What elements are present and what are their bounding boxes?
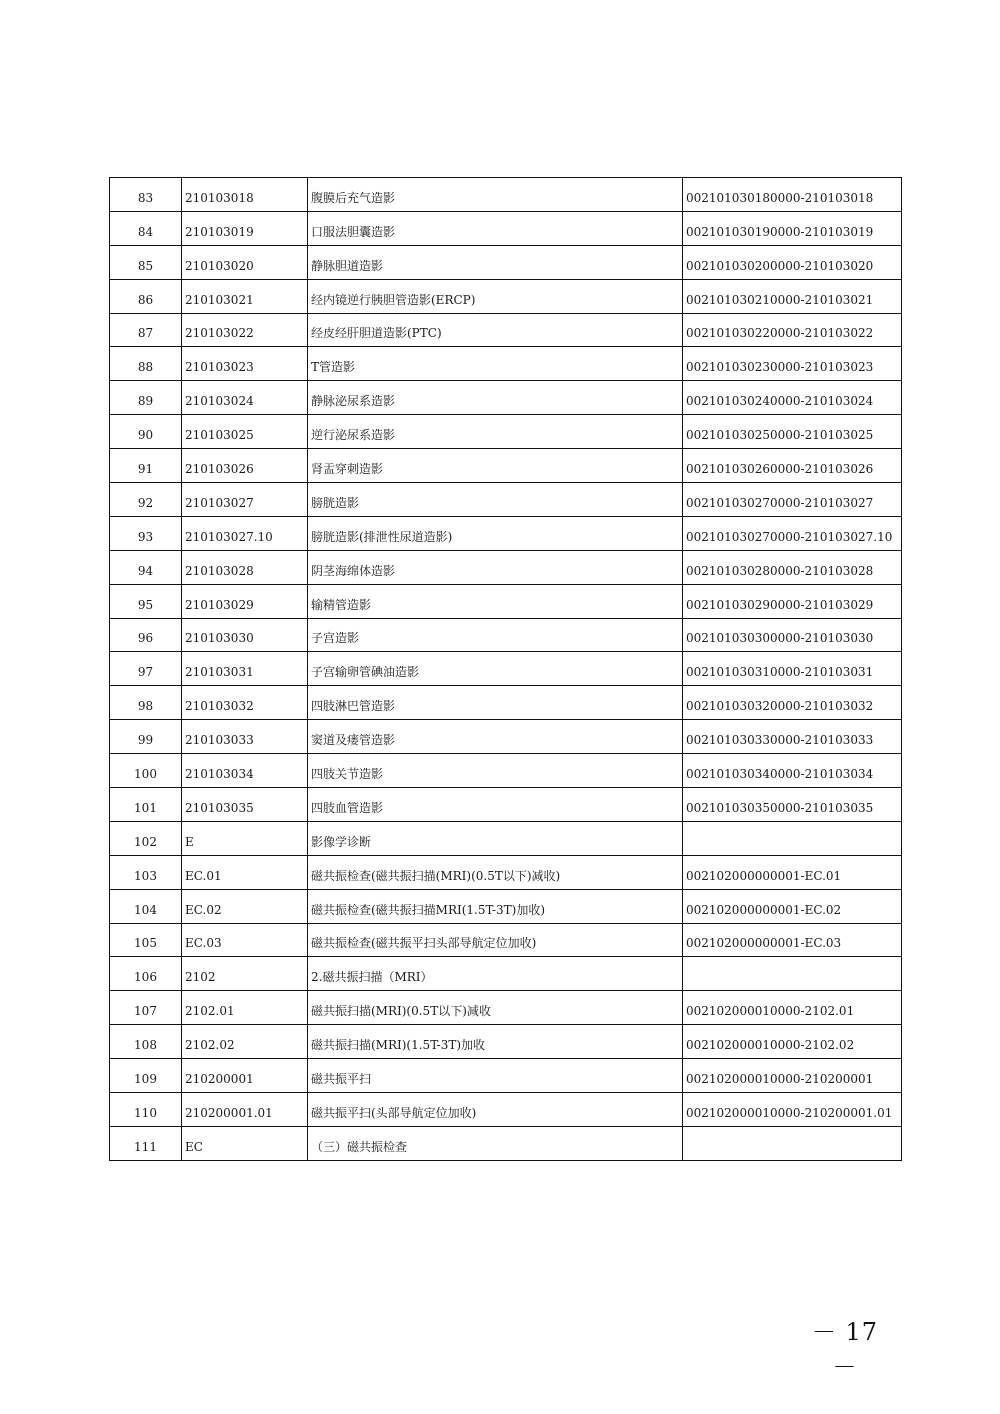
row-number-cell: 95 — [110, 584, 182, 618]
reference-code-cell: 002101030260000-210103026 — [683, 449, 902, 483]
row-number-cell: 107 — [110, 991, 182, 1025]
table-row — [110, 855, 902, 889]
row-number-cell: 111 — [110, 1126, 182, 1160]
item-table — [109, 177, 902, 1161]
row-number-cell: 102 — [110, 821, 182, 855]
table-row — [110, 1025, 902, 1059]
item-name-cell: 磁共振平扫(头部导航定位加收) — [308, 1093, 683, 1127]
row-number-cell: 84 — [110, 211, 182, 245]
item-code-cell: EC — [182, 1126, 308, 1160]
reference-code-cell: 002101030220000-210103022 — [683, 313, 902, 347]
reference-code-cell — [683, 957, 902, 991]
table-row — [110, 415, 902, 449]
item-name-cell: 磁共振检查(磁共振扫描(MRI)(0.5T以下)减收) — [308, 855, 683, 889]
item-code-cell: 210103019 — [182, 211, 308, 245]
item-name-cell: 磁共振扫描(MRI)(0.5T以下)减收 — [308, 991, 683, 1025]
item-name-cell: 磁共振平扫 — [308, 1059, 683, 1093]
table-row — [110, 957, 902, 991]
item-code-cell: 210103020 — [182, 245, 308, 279]
item-code-cell: 210103022 — [182, 313, 308, 347]
reference-code-cell: 002101030230000-210103023 — [683, 347, 902, 381]
table-row — [110, 279, 902, 313]
reference-code-cell: 002101030250000-210103025 — [683, 415, 902, 449]
item-code-cell: EC.02 — [182, 889, 308, 923]
item-code-cell: 210103027.10 — [182, 516, 308, 550]
item-code-cell: 210103034 — [182, 754, 308, 788]
item-name-cell: 2.磁共振扫描（MRI） — [308, 957, 683, 991]
table-row — [110, 313, 902, 347]
table-row — [110, 889, 902, 923]
reference-code-cell: 002101030330000-210103033 — [683, 720, 902, 754]
reference-code-cell: 002101030290000-210103029 — [683, 584, 902, 618]
page-number: － 17 － — [811, 1318, 879, 1381]
item-code-cell: 210103031 — [182, 652, 308, 686]
reference-code-cell — [683, 821, 902, 855]
item-code-cell: 210103026 — [182, 449, 308, 483]
table-row — [110, 347, 902, 381]
item-name-cell: 四肢关节造影 — [308, 754, 683, 788]
item-code-cell: E — [182, 821, 308, 855]
reference-code-cell: 002102000010000-210200001.01 — [683, 1093, 902, 1127]
row-number-cell: 98 — [110, 686, 182, 720]
reference-code-cell: 002101030210000-210103021 — [683, 279, 902, 313]
row-number-cell: 99 — [110, 720, 182, 754]
row-number-cell: 104 — [110, 889, 182, 923]
row-number-cell: 96 — [110, 618, 182, 652]
item-code-cell: 210103028 — [182, 550, 308, 584]
reference-code-cell: 002101030350000-210103035 — [683, 788, 902, 822]
table-row — [110, 720, 902, 754]
reference-code-cell: 002101030280000-210103028 — [683, 550, 902, 584]
row-number-cell: 83 — [110, 178, 182, 212]
row-number-cell: 89 — [110, 381, 182, 415]
item-code-cell: 210103023 — [182, 347, 308, 381]
table-row — [110, 754, 902, 788]
item-code-cell: 210200001 — [182, 1059, 308, 1093]
item-name-cell: 磁共振检查(磁共振扫描MRI(1.5T-3T)加收) — [308, 889, 683, 923]
row-number-cell: 94 — [110, 550, 182, 584]
table-row — [110, 550, 902, 584]
table-row — [110, 1093, 902, 1127]
item-name-cell: 子宫输卵管碘油造影 — [308, 652, 683, 686]
reference-code-cell — [683, 1126, 902, 1160]
table-row — [110, 381, 902, 415]
row-number-cell: 86 — [110, 279, 182, 313]
row-number-cell: 108 — [110, 1025, 182, 1059]
reference-code-cell: 002102000000001-EC.02 — [683, 889, 902, 923]
item-code-cell: 210103025 — [182, 415, 308, 449]
item-name-cell: 膀胱造影(排泄性尿道造影) — [308, 516, 683, 550]
item-code-cell: EC.03 — [182, 923, 308, 957]
item-name-cell: （三）磁共振检查 — [308, 1126, 683, 1160]
table-row — [110, 652, 902, 686]
table-row — [110, 618, 902, 652]
row-number-cell: 103 — [110, 855, 182, 889]
table-row — [110, 211, 902, 245]
reference-code-cell: 002102000010000-210200001 — [683, 1059, 902, 1093]
item-name-cell: 膀胱造影 — [308, 483, 683, 517]
table-row — [110, 178, 902, 212]
item-code-cell: 210103030 — [182, 618, 308, 652]
row-number-cell: 87 — [110, 313, 182, 347]
reference-code-cell: 002101030270000-210103027.10 — [683, 516, 902, 550]
reference-code-cell: 002101030240000-210103024 — [683, 381, 902, 415]
table-row — [110, 1126, 902, 1160]
item-name-cell: 逆行泌尿系造影 — [308, 415, 683, 449]
item-code-cell: 210103033 — [182, 720, 308, 754]
item-code-cell: 2102.02 — [182, 1025, 308, 1059]
row-number-cell: 88 — [110, 347, 182, 381]
reference-code-cell: 002102000010000-2102.01 — [683, 991, 902, 1025]
row-number-cell: 92 — [110, 483, 182, 517]
reference-code-cell: 002102000010000-2102.02 — [683, 1025, 902, 1059]
reference-code-cell: 002102000000001-EC.01 — [683, 855, 902, 889]
item-name-cell: 窦道及瘘管造影 — [308, 720, 683, 754]
row-number-cell: 93 — [110, 516, 182, 550]
item-name-cell: T管造影 — [308, 347, 683, 381]
item-code-cell: 210103035 — [182, 788, 308, 822]
item-name-cell: 四肢血管造影 — [308, 788, 683, 822]
row-number-cell: 105 — [110, 923, 182, 957]
item-table-body — [110, 178, 902, 1161]
table-row — [110, 516, 902, 550]
item-code-cell: 210103027 — [182, 483, 308, 517]
item-code-cell: 210200001.01 — [182, 1093, 308, 1127]
row-number-cell: 109 — [110, 1059, 182, 1093]
item-name-cell: 腹膜后充气造影 — [308, 178, 683, 212]
reference-code-cell: 002101030310000-210103031 — [683, 652, 902, 686]
reference-code-cell: 002101030200000-210103020 — [683, 245, 902, 279]
table-row — [110, 483, 902, 517]
reference-code-cell: 002101030270000-210103027 — [683, 483, 902, 517]
item-code-cell: 2102.01 — [182, 991, 308, 1025]
item-name-cell: 口服法胆囊造影 — [308, 211, 683, 245]
row-number-cell: 85 — [110, 245, 182, 279]
table-row — [110, 991, 902, 1025]
table-row — [110, 584, 902, 618]
table-row — [110, 686, 902, 720]
item-name-cell: 肾盂穿刺造影 — [308, 449, 683, 483]
row-number-cell: 106 — [110, 957, 182, 991]
item-name-cell: 静脉胆道造影 — [308, 245, 683, 279]
item-name-cell: 经皮经肝胆道造影(PTC) — [308, 313, 683, 347]
table-row — [110, 245, 902, 279]
reference-code-cell: 002101030180000-210103018 — [683, 178, 902, 212]
item-code-cell: EC.01 — [182, 855, 308, 889]
item-name-cell: 输精管造影 — [308, 584, 683, 618]
item-name-cell: 磁共振扫描(MRI)(1.5T-3T)加收 — [308, 1025, 683, 1059]
item-name-cell: 磁共振检查(磁共振平扫头部导航定位加收) — [308, 923, 683, 957]
table-row — [110, 923, 902, 957]
reference-code-cell: 002101030320000-210103032 — [683, 686, 902, 720]
table-row — [110, 449, 902, 483]
item-code-cell: 2102 — [182, 957, 308, 991]
item-code-cell: 210103024 — [182, 381, 308, 415]
row-number-cell: 90 — [110, 415, 182, 449]
reference-code-cell: 002102000000001-EC.03 — [683, 923, 902, 957]
row-number-cell: 97 — [110, 652, 182, 686]
item-name-cell: 经内镜逆行胰胆管造影(ERCP) — [308, 279, 683, 313]
reference-code-cell: 002101030190000-210103019 — [683, 211, 902, 245]
table-row — [110, 788, 902, 822]
item-name-cell: 四肢淋巴管造影 — [308, 686, 683, 720]
reference-code-cell: 002101030340000-210103034 — [683, 754, 902, 788]
item-code-cell: 210103029 — [182, 584, 308, 618]
item-name-cell: 影像学诊断 — [308, 821, 683, 855]
reference-code-cell: 002101030300000-210103030 — [683, 618, 902, 652]
item-name-cell: 阴茎海绵体造影 — [308, 550, 683, 584]
row-number-cell: 100 — [110, 754, 182, 788]
row-number-cell: 101 — [110, 788, 182, 822]
item-name-cell: 子宫造影 — [308, 618, 683, 652]
row-number-cell: 110 — [110, 1093, 182, 1127]
item-code-cell: 210103021 — [182, 279, 308, 313]
row-number-cell: 91 — [110, 449, 182, 483]
item-code-cell: 210103032 — [182, 686, 308, 720]
table-row — [110, 1059, 902, 1093]
table-row — [110, 821, 902, 855]
item-code-cell: 210103018 — [182, 178, 308, 212]
item-name-cell: 静脉泌尿系造影 — [308, 381, 683, 415]
